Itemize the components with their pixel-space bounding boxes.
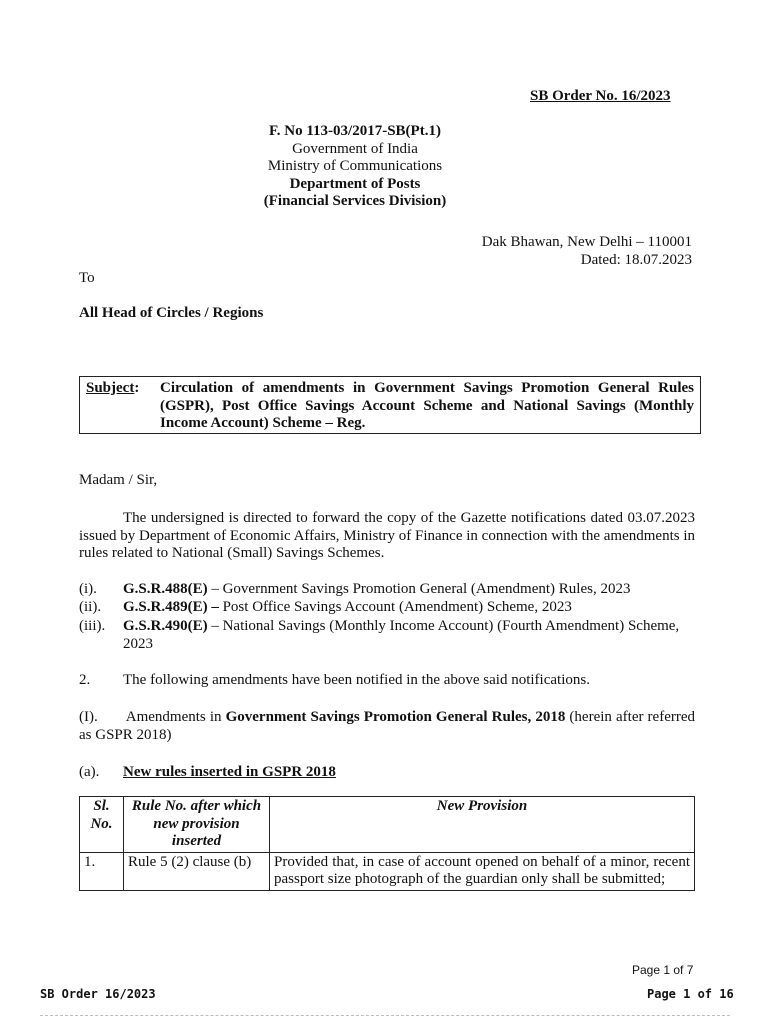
paragraph-2-number: 2. xyxy=(79,672,91,688)
table-header-row xyxy=(80,797,695,853)
paragraph-3-post: (herein after referred as GSPR 2018) xyxy=(79,709,696,743)
ministry-name: Ministry of Communications xyxy=(267,158,443,174)
subject-label: Subject xyxy=(86,380,135,396)
footer-divider xyxy=(40,1015,730,1016)
letterhead xyxy=(230,123,480,211)
section-a-number: (a). xyxy=(79,764,100,780)
column-header-new-provision: New Provision xyxy=(270,797,695,853)
gsr-code: G.S.R.490(E) xyxy=(123,618,208,634)
salutation: Madam / Sir, xyxy=(79,472,158,488)
order-number: SB Order No. 16/2023 xyxy=(530,88,671,104)
government-name: Government of India xyxy=(292,140,418,157)
address: Dak Bhawan, New Delhi – 110001 xyxy=(481,234,692,250)
cell-rule-no: Rule 5 (2) clause (b) xyxy=(124,852,270,890)
list-text xyxy=(123,599,695,617)
gsr-title: – Government Savings Promotion General (Amendment) Rules, 2023 xyxy=(207,581,631,597)
to-label: To xyxy=(79,270,95,286)
address-block xyxy=(400,234,692,269)
subject-label-wrap xyxy=(86,380,139,398)
section-a-title: New rules inserted in GSPR 2018 xyxy=(123,764,336,780)
provisions-table xyxy=(79,796,695,891)
subject-colon: : xyxy=(134,380,140,396)
department-name: Department of Posts xyxy=(289,175,421,192)
column-header-sl-no: Sl. No. xyxy=(80,797,124,853)
paragraph-3-number: (I). xyxy=(79,709,98,725)
column-header-rule-no: Rule No. after which new provision inserted xyxy=(124,797,270,853)
list-number: (i). xyxy=(79,581,97,597)
cell-sl-no: 1. xyxy=(80,852,124,890)
page-counter-outer: Page 1 of 16 xyxy=(647,987,734,1001)
gsr-title: – National Savings (Monthly Income Account) (Fourth Amendment) Scheme, 2023 xyxy=(123,618,680,652)
footer-order-ref: SB Order 16/2023 xyxy=(40,987,156,1001)
table-row xyxy=(80,852,695,890)
cell-new-provision: Provided that, in case of account opened on behalf of a minor, recent passport size photograph of the guardian only shall be submitted; xyxy=(270,852,695,890)
subject-text: Circulation of amendments in Government Savings Promotion General Rules (GSPR), Post Office Savings Account Scheme and National Savings (Monthly Income Account) Scheme – Reg. xyxy=(160,380,694,431)
paragraph-3 xyxy=(79,709,695,744)
paragraph-3-pre: Amendments in xyxy=(125,709,226,725)
list-text xyxy=(123,618,695,653)
page-counter-inner: Page 1 of 7 xyxy=(632,963,694,977)
paragraph-1: The undersigned is directed to forward the copy of the Gazette notifications dated 03.07.2023 issued by Department of Economic Affairs, Ministry of Finance in connection with the amendments in rules related to National (Small) Savings Schemes. xyxy=(79,510,695,561)
list-number: (ii). xyxy=(79,599,102,615)
list-number: (iii). xyxy=(79,618,106,634)
subject-box xyxy=(79,376,701,434)
list-text xyxy=(123,581,695,599)
paragraph-3-bold: Government Savings Promotion General Rules, 2018 xyxy=(225,709,566,725)
addressee: All Head of Circles / Regions xyxy=(79,305,264,321)
gsr-title: Post Office Savings Account (Amendment) Scheme, 2023 xyxy=(218,599,572,615)
date: Dated: 18.07.2023 xyxy=(580,251,692,268)
gsr-code: G.S.R.489(E) – xyxy=(123,599,219,615)
file-number: F. No 113-03/2017-SB(Pt.1) xyxy=(269,123,441,139)
paragraph-2-text: The following amendments have been notified in the above said notifications. xyxy=(123,672,590,688)
gsr-code: G.S.R.488(E) xyxy=(123,581,208,597)
division-name: (Financial Services Division) xyxy=(263,193,447,209)
